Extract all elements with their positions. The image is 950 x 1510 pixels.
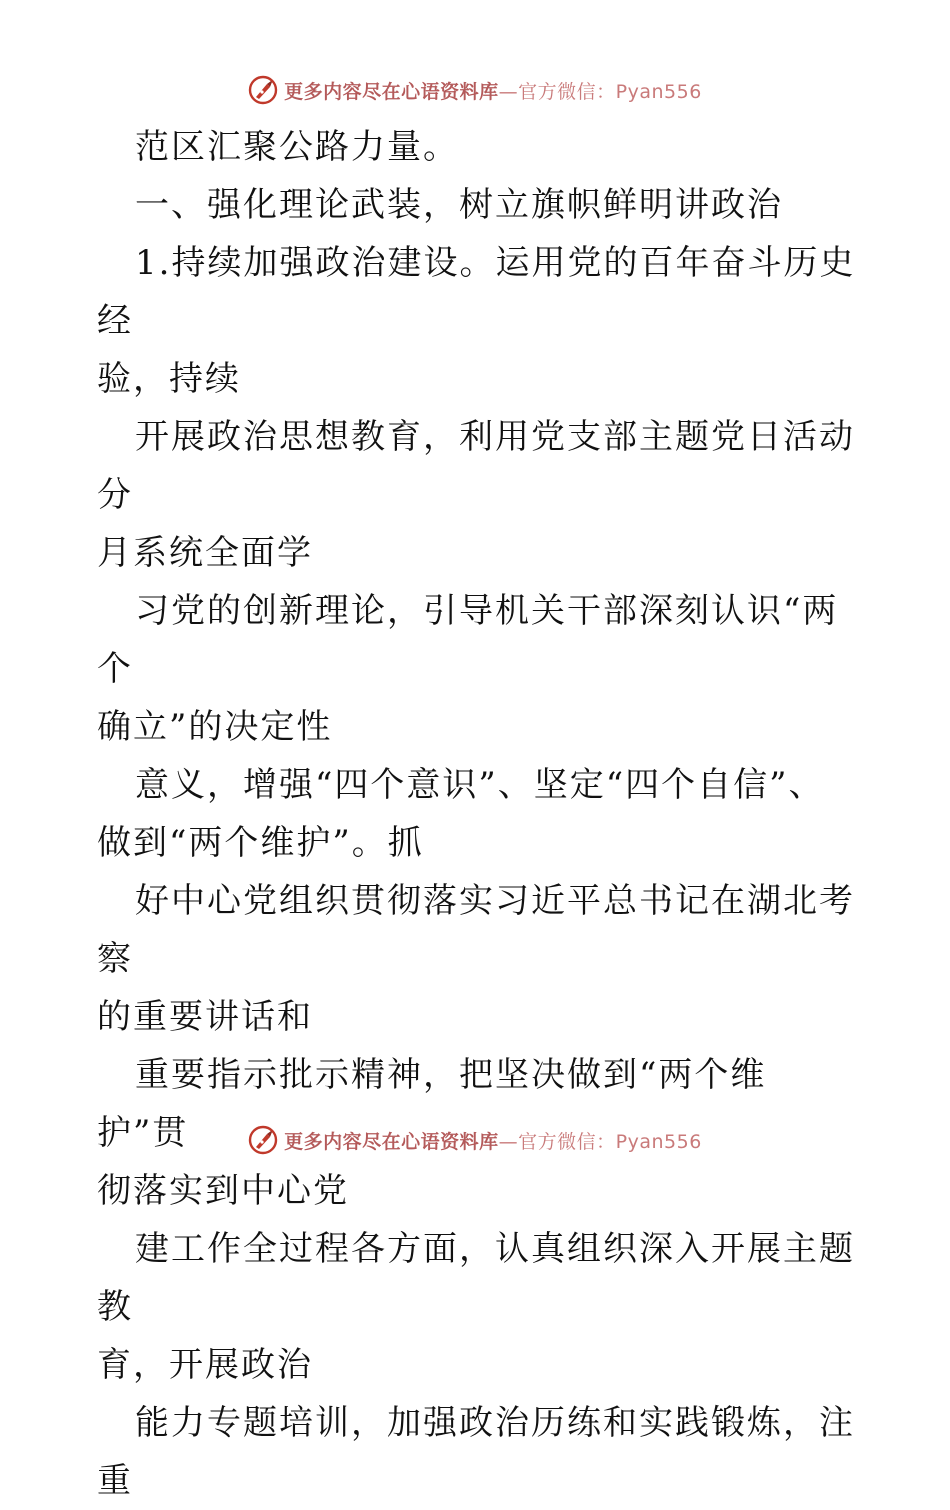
text-line-content: 做到“两个维护”。抓 — [97, 823, 424, 863]
text-line — [97, 234, 857, 350]
text-line-content: 好中心党组织贯彻落实习近平总书记在湖北考察 — [97, 881, 855, 979]
text-line — [97, 350, 857, 408]
text-line — [97, 1162, 857, 1220]
text-line-content: 的重要讲话和 — [97, 997, 313, 1037]
text-line — [97, 1220, 857, 1336]
text-line — [97, 756, 857, 814]
text-line — [97, 408, 857, 524]
watermark-tail: 官方微信：Pyan556 — [518, 80, 702, 103]
watermark-separator: — — [498, 80, 519, 103]
text-line — [97, 524, 857, 582]
text-line — [97, 176, 857, 234]
watermark-tail: 官方微信：Pyan556 — [518, 1130, 702, 1153]
text-line — [97, 698, 857, 756]
text-line-content: 重要指示批示精神，把坚决做到“两个维护”贯 — [97, 1055, 767, 1153]
pen-nib-logo-icon — [248, 75, 278, 105]
document-body — [97, 118, 857, 1510]
pen-nib-logo-icon — [248, 1125, 278, 1155]
watermark-brand: 更多内容尽在心语资料库 — [284, 80, 499, 103]
watermark-text — [284, 77, 702, 104]
text-line-content: 意义，增强“四个意识”、坚定“四个自信”、 — [135, 765, 825, 805]
watermark-brand: 更多内容尽在心语资料库 — [284, 1130, 499, 1153]
text-line — [97, 582, 857, 698]
text-line-content: 确立”的决定性 — [97, 707, 333, 747]
text-line-content: 验，持续 — [97, 359, 241, 399]
text-line — [97, 814, 857, 872]
text-line — [97, 1394, 857, 1510]
text-line-content: 彻落实到中心党 — [97, 1171, 349, 1211]
text-line-content: 月系统全面学 — [97, 533, 313, 573]
text-line-content: 开展政治思想教育，利用党支部主题党日活动分 — [97, 417, 855, 515]
text-line — [97, 988, 857, 1046]
text-line-content: 范区汇聚公路力量。 — [135, 127, 459, 167]
text-line — [97, 1336, 857, 1394]
text-line-content: 能力专题培训，加强政治历练和实践锻炼，注重 — [97, 1403, 855, 1501]
text-line-content: 一、强化理论武装，树立旗帜鲜明讲政治 — [135, 185, 783, 225]
text-line — [97, 872, 857, 988]
header-watermark — [0, 70, 950, 110]
watermark-text — [284, 1127, 702, 1154]
text-line-content: 建工作全过程各方面，认真组织深入开展主题教 — [97, 1229, 855, 1327]
text-line — [97, 118, 857, 176]
text-line-content: 1.持续加强政治建设。运用党的百年奋斗历史经 — [97, 243, 856, 341]
watermark-separator: — — [498, 1130, 519, 1153]
footer-watermark — [0, 1120, 950, 1160]
text-line-content: 习党的创新理论，引导机关干部深刻认识“两个 — [97, 591, 839, 689]
text-line-content: 育，开展政治 — [97, 1345, 313, 1385]
